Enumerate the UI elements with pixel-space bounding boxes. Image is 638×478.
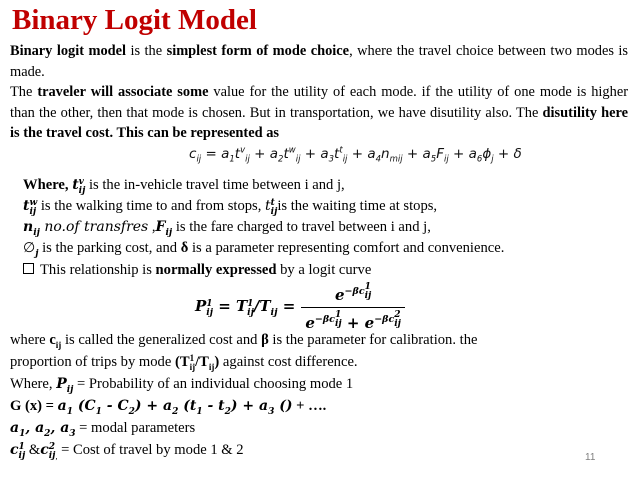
- eq-exponent-text: −βc: [314, 314, 335, 325]
- eq-superscript: 1: [206, 299, 213, 309]
- where-desc: is the in-vehicle travel time between i and j,: [85, 177, 345, 193]
- bullet-text: by a logit curve: [276, 262, 372, 278]
- eq-symbol: e: [335, 286, 345, 304]
- eq-subscript: 4: [375, 154, 382, 165]
- stray-mark: ,: [55, 452, 58, 461]
- eq-superscript: v: [240, 145, 246, 156]
- eq-symbol: T: [235, 297, 248, 315]
- utility-text: value for the utility of each mode. if the utility of one mode is higher than the other, then that mode is chosen. But in transportation, we have disutility also. The: [10, 84, 629, 121]
- var-symbol: F: [155, 219, 166, 235]
- eq-symbol: P: [195, 297, 207, 315]
- eq-symbol: a: [422, 146, 431, 162]
- eq-operator: +: [347, 146, 368, 162]
- eq-subscript: 2: [278, 154, 284, 165]
- modal-sep: ,: [50, 420, 61, 436]
- g-operator: -: [202, 398, 219, 414]
- modal-symbol: a: [10, 420, 20, 436]
- eq-symbol: a: [367, 146, 376, 162]
- eq-symbol: T: [259, 297, 271, 315]
- eq-operator: +: [300, 146, 321, 162]
- utility-emphasis: traveler will associate some: [37, 84, 209, 100]
- prob-text: = Probability of an individual choosing mode 1: [73, 376, 354, 392]
- eq-subscript: j: [491, 154, 494, 165]
- var-subscript: ij: [66, 384, 74, 395]
- ratio-subscript: ij: [189, 362, 196, 372]
- eq-subscript: ij: [245, 154, 250, 165]
- var-superscript: 2: [48, 442, 56, 452]
- var-subscript: ij: [33, 227, 40, 238]
- g-subscript: 1: [196, 406, 203, 417]
- var-superscript: t: [270, 198, 275, 208]
- var-symbol: c: [40, 442, 49, 458]
- g-symbol: a: [57, 398, 67, 414]
- proportion-ratio: [175, 354, 219, 370]
- eq-operator: +: [493, 146, 514, 162]
- var-t-v: [72, 177, 86, 196]
- eq-symbol: a: [320, 146, 329, 162]
- eq-exponent-text: −βc: [344, 286, 365, 297]
- where-line-walking: [23, 196, 437, 217]
- utility-paragraph: [10, 82, 628, 144]
- modal-subscript: 1: [19, 428, 26, 439]
- eq-subscript: mij: [389, 154, 403, 165]
- g-subscript: 2: [224, 406, 231, 417]
- fraction-denominator: [301, 307, 405, 332]
- where-desc: is the walking time to and from stops,: [37, 198, 266, 214]
- g-subscript: 1: [95, 406, 102, 417]
- eq-symbol: n: [381, 146, 390, 162]
- var-phi: [23, 240, 39, 259]
- var-subscript: ij: [18, 451, 26, 461]
- where-desc: ,: [148, 219, 156, 235]
- eq-subscript: ij: [443, 154, 449, 165]
- eq-exponent: [374, 310, 401, 329]
- cost-equation: [189, 145, 522, 165]
- eq-subscript: ij: [342, 154, 348, 165]
- var-c: c: [49, 332, 56, 348]
- g-function-line: [10, 396, 326, 416]
- where-desc: is the fare charged to travel between i and j,: [172, 219, 431, 235]
- g-paren: ): [230, 398, 238, 414]
- g-subscript: 3: [268, 406, 275, 417]
- where-desc: no.of transfres: [39, 219, 149, 235]
- ratio-subscript: ij: [208, 361, 215, 372]
- utility-text: The: [10, 84, 38, 100]
- checkbox-bullet-icon: [23, 263, 34, 274]
- eq-subscript: ij: [196, 154, 202, 165]
- where-line-in-vehicle: [23, 175, 345, 196]
- page-number: 11: [585, 452, 596, 463]
- bullet-emphasis: normally expressed: [155, 262, 277, 278]
- eq-symbol: δ: [513, 146, 522, 162]
- g-paren: (: [72, 398, 85, 414]
- eq-operator: +: [402, 146, 423, 162]
- g-symbol: C: [84, 398, 96, 414]
- cost-amp: &: [25, 442, 41, 458]
- eq-symbol: a: [269, 146, 279, 162]
- intro-term: Binary logit model: [10, 43, 127, 59]
- eq-subscript: ij: [270, 307, 278, 318]
- where-label: Where,: [23, 177, 73, 193]
- var-P: [56, 376, 74, 395]
- modal-params: [10, 420, 76, 439]
- var-superscript: w: [29, 198, 38, 208]
- bullet-text: This relationship is: [40, 262, 156, 278]
- var-subscript: ij: [29, 207, 37, 217]
- eq-symbol: a: [468, 146, 477, 162]
- eq-subscript: ij: [206, 308, 213, 318]
- eq-symbol: t: [283, 146, 289, 162]
- fraction-numerator: [331, 283, 375, 307]
- modal-subscript: 3: [69, 428, 76, 439]
- var-t-w: [23, 198, 38, 217]
- eq-subscript: 5: [430, 154, 437, 165]
- eq-superscript: 2: [394, 310, 401, 320]
- ratio-paren: ): [214, 354, 220, 370]
- proportion-text: proportion of trips by mode: [10, 354, 175, 370]
- gen-cost-text: is the parameter for calibration. the: [268, 332, 478, 348]
- var-symbol: P: [56, 376, 67, 392]
- modal-sep: ,: [25, 420, 36, 436]
- prob-text: Where,: [10, 376, 57, 392]
- modal-symbol: a: [60, 420, 70, 436]
- eq-symbol: t: [334, 146, 340, 162]
- g-func-expression: [57, 398, 293, 417]
- eq-superscript: w: [288, 145, 296, 156]
- gen-cost-text: where: [10, 332, 50, 348]
- eq-operator: /: [253, 297, 260, 315]
- eq-superscript: 1: [364, 282, 371, 292]
- var-symbol: t: [265, 198, 271, 214]
- ratio-superscript: 1: [189, 353, 195, 363]
- eq-exponent: [314, 310, 342, 329]
- eq-subscript: ij: [247, 308, 254, 318]
- ratio-symbol: T: [199, 354, 209, 370]
- modal-parameters-line: [10, 418, 195, 438]
- eq-operator: =: [212, 297, 236, 315]
- eq-operator: +: [341, 314, 365, 332]
- modal-text: = modal parameters: [75, 420, 196, 436]
- probability-line: [10, 374, 353, 394]
- proportion-text: against cost difference.: [219, 354, 358, 370]
- g-subscript: 1: [66, 406, 73, 417]
- g-paren: (): [274, 398, 293, 414]
- var-delta: δ: [180, 240, 189, 256]
- eq-symbol: e: [364, 314, 375, 332]
- disutility-emphasis: disutility here is the travel cost. This can be represented as: [10, 104, 628, 141]
- eq-scripts: [206, 300, 213, 318]
- ratio-slash: /: [195, 354, 200, 370]
- intro-text: , where the travel choice between two modes is made.: [10, 43, 629, 80]
- where-desc: is a parameter representing comfort and convenience.: [188, 240, 505, 256]
- gen-cost-text: is called the generalized cost and: [61, 332, 262, 348]
- g-tail: + ….: [292, 398, 327, 414]
- eq-operator: =: [277, 297, 296, 315]
- ratio-symbol: T: [179, 354, 190, 370]
- eq-subscript: ij: [334, 319, 342, 329]
- var-subscript: j: [35, 248, 39, 259]
- g-symbol: t: [218, 398, 225, 414]
- var-F: [155, 219, 173, 238]
- var-symbol: n: [23, 219, 34, 235]
- var-symbol: t: [72, 177, 79, 193]
- g-operator: +: [141, 398, 163, 414]
- var-symbol: ∅: [23, 240, 36, 256]
- eq-scripts: [335, 311, 342, 329]
- eq-scripts: [247, 300, 254, 318]
- g-symbol: a: [258, 398, 269, 414]
- eq-operator: =: [201, 146, 222, 162]
- logit-lhs: [195, 297, 295, 318]
- g-paren: (: [178, 398, 190, 414]
- eq-operator: +: [448, 146, 469, 162]
- eq-operator: +: [249, 146, 270, 162]
- eq-subscript: ij: [394, 319, 401, 329]
- var-superscript: 1: [18, 442, 25, 452]
- var-t-t: [265, 198, 278, 217]
- where-desc: is the waiting time at stops,: [277, 198, 438, 214]
- eq-subscript: 1: [229, 154, 235, 165]
- eq-superscript: 1: [247, 299, 254, 309]
- eq-exponent: [344, 282, 372, 301]
- intro-paragraph: [10, 41, 628, 82]
- eq-scripts: [394, 311, 401, 329]
- g-subscript: 2: [172, 406, 179, 417]
- eq-symbol: F: [436, 146, 444, 162]
- eq-superscript: t: [339, 145, 343, 156]
- g-symbol: t: [189, 398, 197, 414]
- var-symbol: c: [10, 442, 19, 458]
- intro-text: is the: [126, 43, 167, 59]
- bullet-logit-curve: [23, 260, 371, 280]
- var-c1: [10, 442, 26, 461]
- eq-symbol: e: [305, 314, 315, 332]
- ratio-paren: (: [174, 354, 180, 370]
- where-line-transfers: [23, 217, 431, 237]
- eq-exponent-text: −βc: [374, 314, 395, 325]
- var-subscript: ij: [48, 451, 56, 461]
- var-subscript: ij: [78, 186, 86, 196]
- slide-title: Binary Logit Model: [12, 4, 257, 36]
- eq-subscript: 3: [328, 154, 335, 165]
- cost-text: = Cost of travel by mode 1 & 2: [57, 442, 244, 458]
- var-beta: β: [261, 332, 269, 348]
- eq-symbol: a: [221, 146, 230, 162]
- eq-subscript: ij: [364, 291, 372, 301]
- var-superscript: v: [78, 177, 84, 187]
- var-subscript: ij: [270, 207, 278, 217]
- var-subscript: ij: [55, 339, 62, 350]
- cost-of-travel-line: [10, 440, 244, 467]
- modal-symbol: a: [35, 420, 45, 436]
- var-c2: [40, 442, 56, 461]
- eq-subscript: ij: [295, 154, 301, 165]
- var-n: [23, 219, 40, 238]
- logit-fraction: [301, 283, 405, 332]
- g-symbol: a: [163, 398, 173, 414]
- var-symbol: t: [23, 198, 30, 214]
- eq-symbol: t: [234, 146, 241, 162]
- g-func-label: G (x) =: [10, 398, 58, 414]
- eq-symbol: ϕ: [482, 146, 492, 162]
- g-paren: ): [134, 398, 142, 414]
- where-desc: is the parking cost, and: [38, 240, 181, 256]
- eq-scripts: [365, 283, 372, 301]
- eq-symbol: c: [189, 146, 197, 162]
- where-line-parking: [23, 238, 504, 258]
- g-operator: +: [237, 398, 259, 414]
- eq-subscript: 6: [476, 154, 483, 165]
- var-subscript: ij: [165, 227, 173, 238]
- intro-emphasis: simplest form of mode choice: [166, 43, 350, 59]
- g-operator: -: [101, 398, 118, 414]
- eq-superscript: 1: [334, 310, 342, 320]
- g-symbol: C: [117, 398, 129, 414]
- logit-equation: [195, 283, 405, 332]
- g-subscript: 2: [128, 406, 135, 417]
- modal-subscript: 2: [44, 428, 51, 439]
